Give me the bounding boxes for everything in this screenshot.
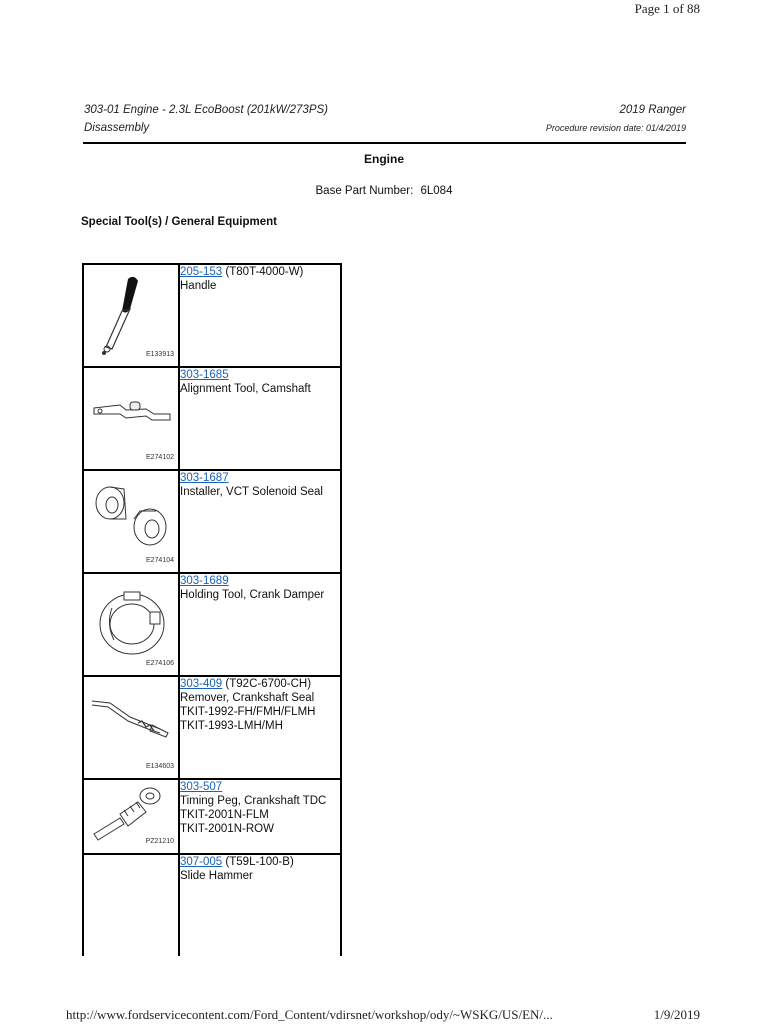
- tool-name: Remover, Crankshaft Seal: [180, 692, 315, 704]
- tool-row: [83, 854, 341, 956]
- tool-kit: TKIT-2001N-ROW: [180, 823, 274, 835]
- tool-row: [83, 470, 341, 573]
- tool-image-cell: [83, 779, 179, 854]
- tool-number-link[interactable]: 303-507: [180, 781, 223, 793]
- tool-kit: TKIT-2001N-FLM: [180, 809, 269, 821]
- image-code: E133913: [145, 351, 174, 358]
- tool-name: Handle: [180, 280, 217, 292]
- vehicle-model: 2019 Ranger: [619, 104, 686, 116]
- tool-image-cell: [83, 470, 179, 573]
- footer-date: 1/9/2019: [653, 1007, 700, 1022]
- tool-row: [83, 367, 341, 470]
- tool-name: Installer, VCT Solenoid Seal: [180, 486, 323, 498]
- tool-description: [179, 573, 341, 676]
- tool-description: [179, 676, 341, 779]
- tool-kit: TKIT-1992-FH/FMH/FLMH: [180, 706, 316, 718]
- tool-name: Holding Tool, Crank Damper: [180, 589, 325, 601]
- revision-date: Procedure revision date: 01/4/2019: [545, 123, 686, 133]
- tool-number-link[interactable]: 303-409: [180, 678, 223, 690]
- tool-description: [179, 854, 341, 956]
- image-code: E134603: [145, 763, 174, 770]
- seal-remover-icon: [90, 681, 174, 771]
- tool-name: Timing Peg, Crankshaft TDC: [180, 795, 327, 807]
- base-part-label: Base Part Number:: [315, 185, 414, 197]
- procedure-name: Disassembly: [84, 122, 150, 134]
- image-code: E274104: [145, 557, 174, 564]
- section-title: 303-01 Engine - 2.3L EcoBoost (201kW/273PS): [84, 104, 328, 116]
- damper-holding-tool-icon: [90, 578, 174, 668]
- tool-alt-number: (T92C-6700-CH): [225, 678, 312, 690]
- tool-description: [179, 264, 341, 367]
- camshaft-alignment-tool-icon: [90, 372, 174, 462]
- tool-number-link[interactable]: 307-005: [180, 856, 223, 868]
- seal-installer-icon: [90, 475, 174, 565]
- tool-row: [83, 676, 341, 779]
- tool-description: [179, 470, 341, 573]
- tool-number-link[interactable]: 205-153: [180, 266, 223, 278]
- tool-number-link[interactable]: 303-1687: [180, 472, 229, 484]
- tool-kit: TKIT-1993-LMH/MH: [180, 720, 283, 732]
- footer-url: http://www.fordservicecontent.com/Ford_Content/vdirsnet/workshop/ody/~WSKG/US/EN/...: [66, 1007, 553, 1022]
- tool-image-cell: [83, 676, 179, 779]
- base-part-value: 6L084: [420, 185, 453, 197]
- special-tools-table: [82, 263, 342, 956]
- tool-number-link[interactable]: 303-1689: [180, 575, 229, 587]
- base-part-number: [0, 185, 768, 197]
- image-code: E274102: [145, 454, 174, 461]
- page-number: Page 1 of 88: [634, 1, 700, 16]
- tool-description: [179, 367, 341, 470]
- tool-row: [83, 573, 341, 676]
- document-header-left: [84, 101, 328, 137]
- tool-row: [83, 264, 341, 367]
- special-tools-heading: Special Tool(s) / General Equipment: [81, 216, 277, 228]
- tool-number-link[interactable]: 303-1685: [180, 369, 229, 381]
- page-title: Engine: [363, 152, 404, 166]
- header-divider: [83, 142, 686, 144]
- tool-alt-number: (T59L-100-B): [225, 856, 294, 868]
- tool-image-cell: [83, 264, 179, 367]
- tool-description: [179, 779, 341, 854]
- handle-icon: [90, 269, 170, 359]
- tool-image-cell: [83, 367, 179, 470]
- tool-image-cell: [83, 573, 179, 676]
- tool-name: Slide Hammer: [180, 870, 253, 882]
- document-header-right: [546, 101, 686, 137]
- image-code: E274106: [145, 660, 174, 667]
- image-code: PZ21210: [145, 838, 174, 845]
- tool-image-cell: [83, 854, 179, 956]
- tool-name: Alignment Tool, Camshaft: [180, 383, 311, 395]
- tool-alt-number: (T80T-4000-W): [225, 266, 304, 278]
- tool-row: [83, 779, 341, 854]
